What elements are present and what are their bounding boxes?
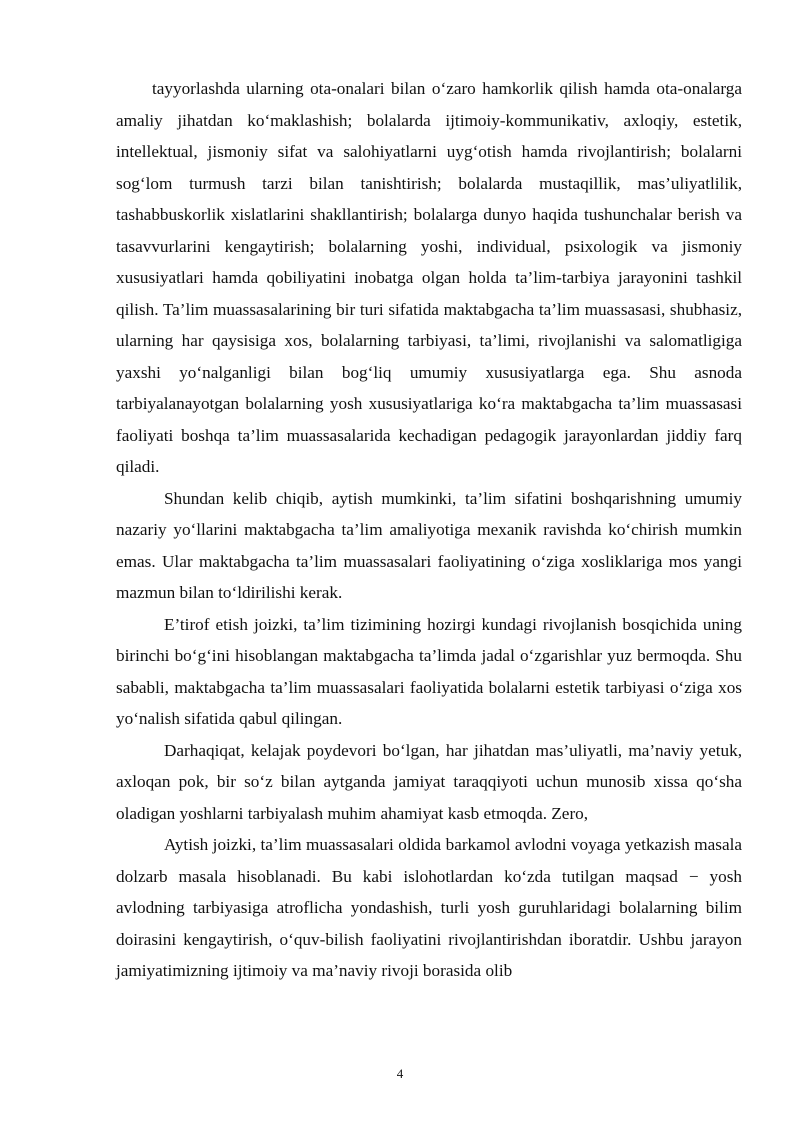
body-text [116, 73, 742, 987]
paragraph-1: tayyorlashda ularning ota-onalari bilan o‘zaro hamkorlik qilish hamda ota-onalarga amaliy jihatdan ko‘maklashish; bolalarda ijtimoiy-kommunikativ, axloqiy, estetik, intellektual, jismoniy sifat va salohiyatlarni uyg‘otish hamda rivojlantirish; bolalarni sog‘lom turmush tarzi bilan tanishtirish; bolalarda mustaqillik, mas’uliyatlilik, tashabbuskorlik xislatlarini shakllantirish; bolalarga dunyo haqida tushunchalar berish va tasavvurlarini kengaytirish; bolalarning yoshi, individual, psixologik va jismoniy xususiyatlari hamda qobiliyatini inobatga olgan holda ta’lim-tarbiya jarayonini tashkil qilish. Ta’lim muassasalarining bir turi sifatida maktabgacha ta’lim muassasasi, shubhasiz, ularning har qaysisiga xos, bolalarning tarbiyasi, ta’limi, rivojlanishi va salomatligiga yaxshi yo‘nalganligi bilan bog‘liq umumiy xususiyatlarga ega. Shu asnoda tarbiyalanayotgan bolalarning yosh xususiyatlariga ko‘ra maktabgacha ta’lim muassasasi faoliyati boshqa ta’lim muassasalarida kechadigan pedagogik jarayonlardan jiddiy farq qiladi. [116, 79, 742, 476]
paragraph-3: E’tirof etish joizki, ta’lim tizimining hozirgi kundagi rivojlanish bosqichida uning birinchi bo‘g‘ini hisoblangan maktabgacha ta’limda jadal o‘zgarishlar yuz bermoqda. Shu sababli, maktabgacha ta’lim muassasalari faoliyatida bolalarni estetik tarbiyasi o‘ziga xos yo‘nalish sifatida qabul qilingan. [116, 614, 742, 728]
paragraph-5: Aytish joizki, ta’lim muassasalari oldida barkamol avlodni voyaga yetkazish masala dolzarb masala hisoblanadi. Bu kabi islohotlardan ko‘zda tutilgan maqsad − yosh avlodning tarbiyasiga atroflicha yondashish, turli yosh guruhlaridagi bolalarning bilim doirasini kengaytirish, o‘quv-bilish faoliyatini rivojlantirishdan iboratdir. Ushbu jarayon jamiyatimizning ijtimoiy va ma’naviy rivoji borasida olib [116, 835, 742, 980]
paragraph-4: Darhaqiqat, kelajak poydevori bo‘lgan, har jihatdan mas’uliyatli, ma’naviy yetuk, axloqan pok, bir so‘z bilan aytganda jamiyat taraqqiyoti uchun munosib xissa qo‘sha oladigan yoshlarni tarbiyalash muhim ahamiyat kasb etmoqda. Zero, [116, 740, 742, 823]
page-number: 4 [396, 1066, 404, 1081]
paragraph-2: Shundan kelib chiqib, aytish mumkinki, ta’lim sifatini boshqarishning umumiy nazariy yo‘llarini maktabgacha ta’lim amaliyotiga mexanik ravishda ko‘chirish mumkin emas. Ular maktabgacha ta’lim muassasalari faoliyatining o‘ziga xosliklariga mos yangi mazmun bilan to‘ldirilishi kerak. [116, 488, 742, 602]
